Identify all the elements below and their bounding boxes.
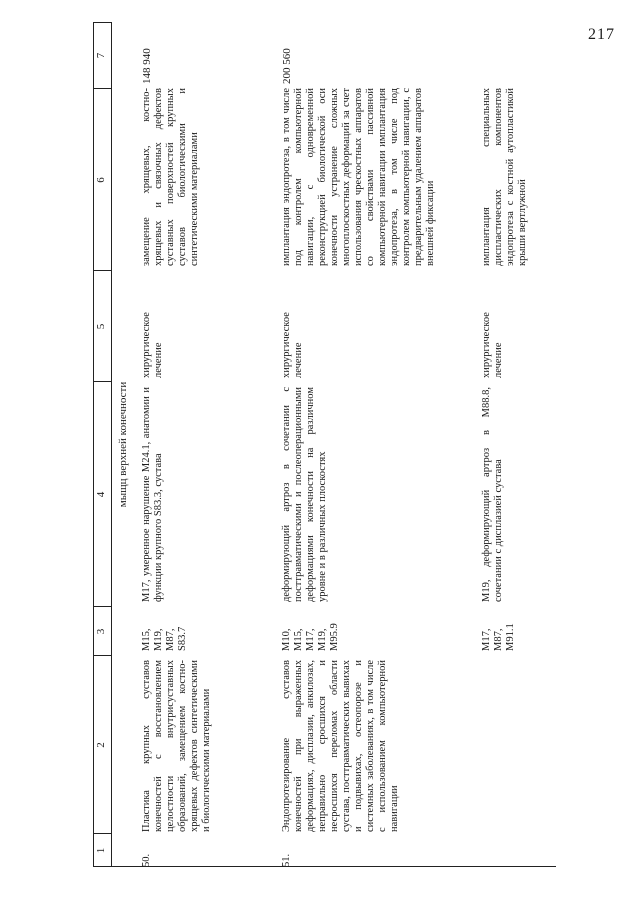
row-51-diagnosis: деформирующий артроз в сочетании с посттравматическими и послеоперационными деформациями конечности на различном уровне и в различных плоскостях [281,387,328,602]
col-divider-5 [93,270,111,271]
row-50-method: замещение хрящевых, костно-хрящевых и связочных дефектов суставных поверхностей крупных суставов биологическими и синтетическими материалами [141,88,200,266]
row-51b-treatment-type: хирургическое лечение [481,312,504,378]
table-rotated [93,22,556,867]
col-divider-1 [93,833,111,834]
row-51b-method: имплантация специальных диспластических компонентов эндопротеза с костной аутопластикой крыши вертлужной [481,88,528,266]
col-header-4: 4 [93,382,112,607]
row-51b-codes: M17, M87, M91.1 [481,623,516,651]
col-header-1: 1 [93,834,112,867]
col-divider-4 [93,381,111,382]
col-header-7: 7 [93,22,112,89]
col-divider-6 [93,88,111,89]
row-50-treatment-type: хирургическое лечение [141,312,164,378]
col-header-3: 3 [93,607,112,656]
col-divider-3 [93,606,111,607]
row-51-name: Эндопротезирование суставов конечностей при выраженных деформациях, дисплазии, анкилозах, неправильно сросшихся и несросшихся переломах области сустава, посттравматических вывихах и подвывихах, остеопорозе и системных заболеваниях, в том числе с использованием компьютерной навигации [281,660,400,832]
row-50-name: Пластика крупных суставов конечностей с восстановлением целостности внутрисуставных образований, замещением костно-хрящевых дефектов синтетическими и биологическими материалами [141,660,212,832]
row-51-amount: 200 560 [281,48,293,84]
row-51-codes: M10, M15, M17, M19, M95.9 [281,623,340,651]
col-divider-0 [93,866,556,867]
medical-table [93,22,556,867]
row-50-codes: M15, M19, M87, S83.7 [141,626,188,651]
row-50-diagnosis: M17, умеренное нарушение M24.1, анатомии и функции крупного S83.3, сустава [141,387,164,602]
col-divider-2 [93,655,111,656]
col-divider-7 [93,22,111,23]
col-header-6: 6 [93,89,112,271]
section-title: мыщц верхней конечности [117,381,129,508]
row-51-treatment-type: хирургическое лечение [281,312,304,378]
table-top-border [93,22,94,867]
col-header-2: 2 [93,656,112,834]
row-51-number: 51. [281,853,292,867]
row-50-amount: 148 940 [141,48,153,84]
col-header-5: 5 [93,271,112,382]
row-51b-diagnosis: M19, деформирующий артроз в M88.8, сочетании с дисплазией сустава [481,387,504,602]
row-51-method: имплантация эндопротеза, в том числе под контролем компьютерной навигации, с одновременной реконструкцией биологической оси конечности устранение сложных многоплоскостных деформаций за счет использования чрескостных аппаратов со свойствами пассивной компьютерной навигации имплантация эндопротеза, в том числе под контролем компьютерной навигации, с предварительным удалением аппаратов внешней фиксации [281,88,436,266]
row-50-number: 50. [141,853,152,867]
page-number: 217 [588,26,615,43]
